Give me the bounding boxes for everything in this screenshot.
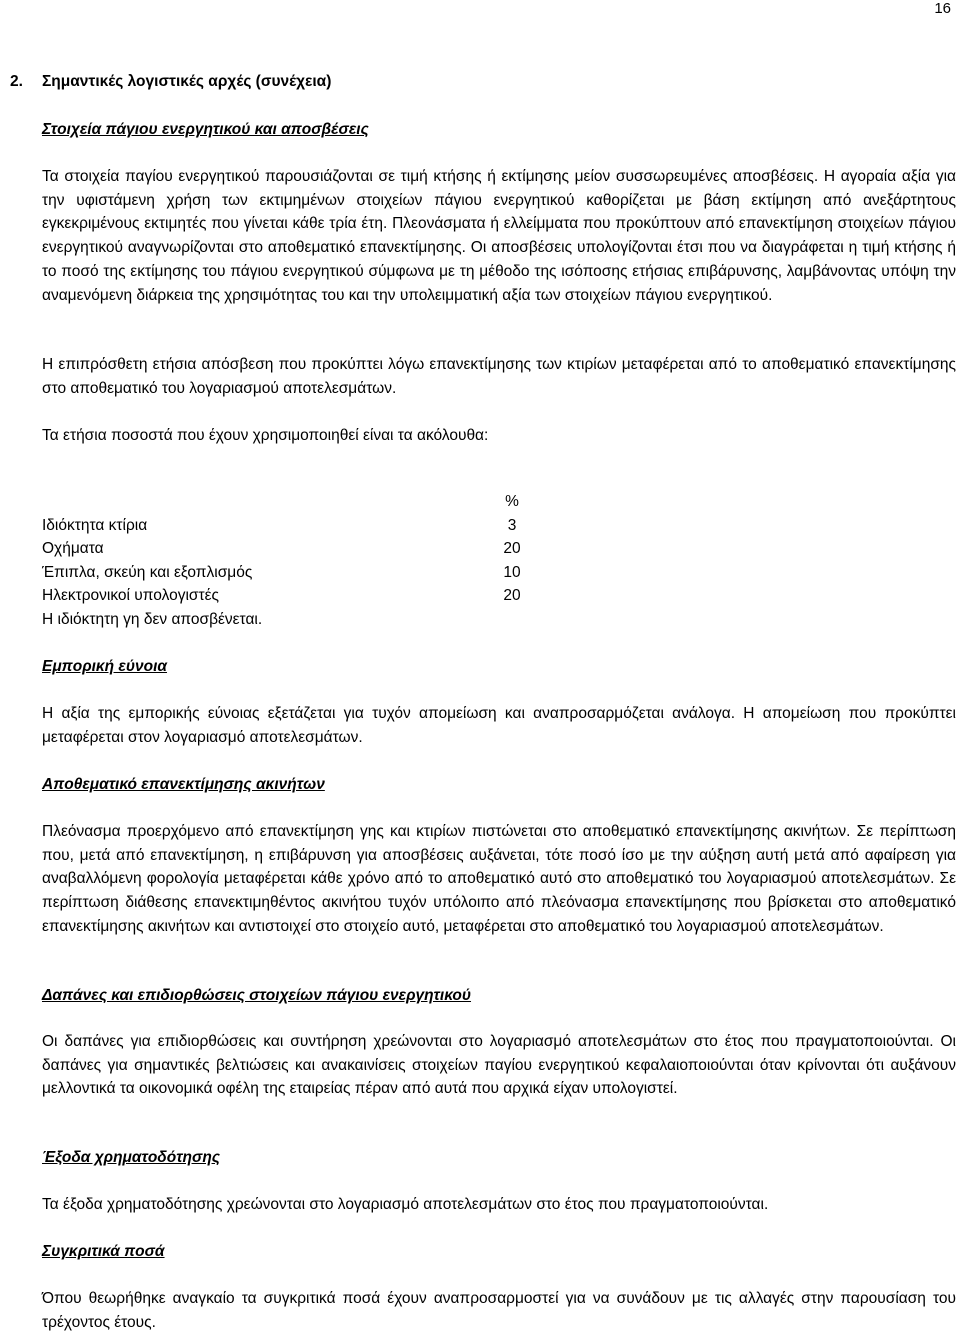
rates-header-row <box>42 490 542 514</box>
comparatives-paragraph: Όπου θεωρήθηκε αναγκαίο τα συγκριτικά ποσά έχουν αναπροσαρμοστεί για να συνάδουν με τις αλλαγές στην παρουσίαση του τρέχοντος έτους. <box>42 1290 956 1331</box>
section-title-text: Σημαντικές λογιστικές αρχές (συνέχεια) <box>42 73 332 90</box>
table-row <box>42 561 542 585</box>
repairs-heading: Δαπάνες και επιδιορθώσεις στοιχείων πάγιου ενεργητικού <box>42 987 472 1004</box>
rate-value: 10 <box>503 563 521 581</box>
depreciation-rates-table <box>42 490 542 608</box>
rate-label: Ιδιόκτητα κτίρια <box>42 516 148 534</box>
land-note-paragraph: Η ιδιόκτητη γη δεν αποσβένεται. <box>42 611 263 628</box>
rates-intro-paragraph: Τα ετήσια ποσοστά που έχουν χρησιμοποιηθεί είναι τα ακόλουθα: <box>42 427 489 444</box>
table-row <box>42 537 542 561</box>
fixed-assets-heading: Στοιχεία πάγιου ενεργητικού και αποσβέσεις <box>42 121 369 138</box>
rate-label: Οχήματα <box>42 540 104 558</box>
financing-costs-heading: Έξοδα χρηματοδότησης <box>42 1149 221 1166</box>
page-number: 16 <box>934 0 951 17</box>
rate-value: 20 <box>503 587 521 605</box>
section-number: 2. <box>10 73 23 90</box>
goodwill-heading: Εμπορική εύνοια <box>42 658 168 675</box>
additional-depreciation-paragraph: Η επιπρόσθετη ετήσια απόσβεση που προκύπτει λόγω επανεκτίμησης των κτιρίων μεταφέρεται από το αποθεματικό επανεκτίμησης στο αποθεματικό του λογαριασμού αποτελεσμάτων. <box>42 356 956 397</box>
financing-costs-paragraph: Τα έξοδα χρηματοδότησης χρεώνονται στο λογαριασμό αποτελεσμάτων στο έτος που πραγματοποιούνται. <box>42 1196 769 1213</box>
table-row <box>42 514 542 538</box>
section-title <box>10 70 331 94</box>
goodwill-paragraph: Η αξία της εμπορικής εύνοιας εξετάζεται για τυχόν απομείωση και αναπροσαρμόζεται ανάλογα. Η απομείωση που προκύπτει μεταφέρεται στον λογαριασμό αποτελεσμάτων. <box>42 705 956 746</box>
revaluation-reserve-heading: Αποθεματικό επανεκτίμησης ακινήτων <box>42 776 325 793</box>
rate-value: 20 <box>503 540 521 558</box>
revaluation-reserve-paragraph: Πλεόνασμα προερχόμενο από επανεκτίμηση γης και κτιρίων πιστώνεται στο αποθεματικό επανεκτίμησης ακινήτων. Σε περίπτωση που, μετά από επανεκτίμηση, η επιβάρυνση για αποσβέσεις αυξάνεται, τότε ποσό ίσο με την αύξηση αυτή μετά από αφαίρεση για αναβαλλόμενη φορολογία μεταφέρεται κάθε χρόνο από το αποθεματικό αυτό στο αποθεματικό του λογαριασμού αποτελεσμάτων. Σε περίπτωση διάθεσης επανεκτιμηθέντος ακινήτου τυχόν υπόλοιπο από πλεόνασμα επανεκτίμησης που βρίσκεται στο αποθεματικό επανεκτίμησης ακινήτων και αντιστοιχεί στο στοιχείο αυτό, μεταφέρεται στο αποθεματικό του λογαριασμού αποτελεσμάτων. <box>42 823 956 935</box>
rate-label: Έπιπλα, σκεύη και εξοπλισμός <box>42 563 253 581</box>
fixed-assets-paragraph: Τα στοιχεία παγίου ενεργητικού παρουσιάζονται σε τιμή κτήσης ή εκτίμησης μείον συσσωρευμένες αποσβέσεις. Η αγοραία αξία για την υφιστάμενη χρήση των εκτιμημένων στοιχείων πάγιου ενεργητικού καθορίζεται με βάση εκτίμηση από ανεξάρτητους εγκεκριμένους εκτιμητές που γίνεται κάθε τρία έτη. Πλεονάσματα ή ελλείμματα που προκύπτουν από επανεκτίμηση στοιχείων πάγιου ενεργητικού αναγνωρίζονται στο αποθεματικό επανεκτίμησης. Οι αποσβέσεις υπολογίζονται έτσι που να διαγράφεται η τιμή κτήσης ή το ποσό της εκτίμησης του πάγιου ενεργητικού σύμφωνα με τη μέθοδο της ισόποσης ετήσιας επιβάρυνσης, λαμβάνοντας υπόψη την αναμενόμενη διάρκεια της χρησιμότητας του και την υπολειμματική αξία των στοιχείων πάγιου ενεργητικού. <box>42 168 956 304</box>
rates-percent-header: % <box>505 493 519 510</box>
rate-label: Ηλεκτρονικοί υπολογιστές <box>42 587 219 605</box>
table-row <box>42 584 542 608</box>
repairs-paragraph: Οι δαπάνες για επιδιορθώσεις και συντήρηση χρεώνονται στο λογαριασμό αποτελεσμάτων στο έτος που πραγματοποιούνται. Οι δαπάνες για σημαντικές βελτιώσεις και ανακαινίσεις στοιχείων παγίου ενεργητικού κεφαλαιοποιούνται όταν κρίνονται ότι αυξάνουν μελλοντικά τα οικονομικά οφέλη της εταιρείας πέραν από αυτά που αρχικά είχαν υπολογιστεί. <box>42 1033 956 1098</box>
comparatives-heading: Συγκριτικά ποσά <box>42 1243 165 1260</box>
rate-value: 3 <box>507 516 517 534</box>
